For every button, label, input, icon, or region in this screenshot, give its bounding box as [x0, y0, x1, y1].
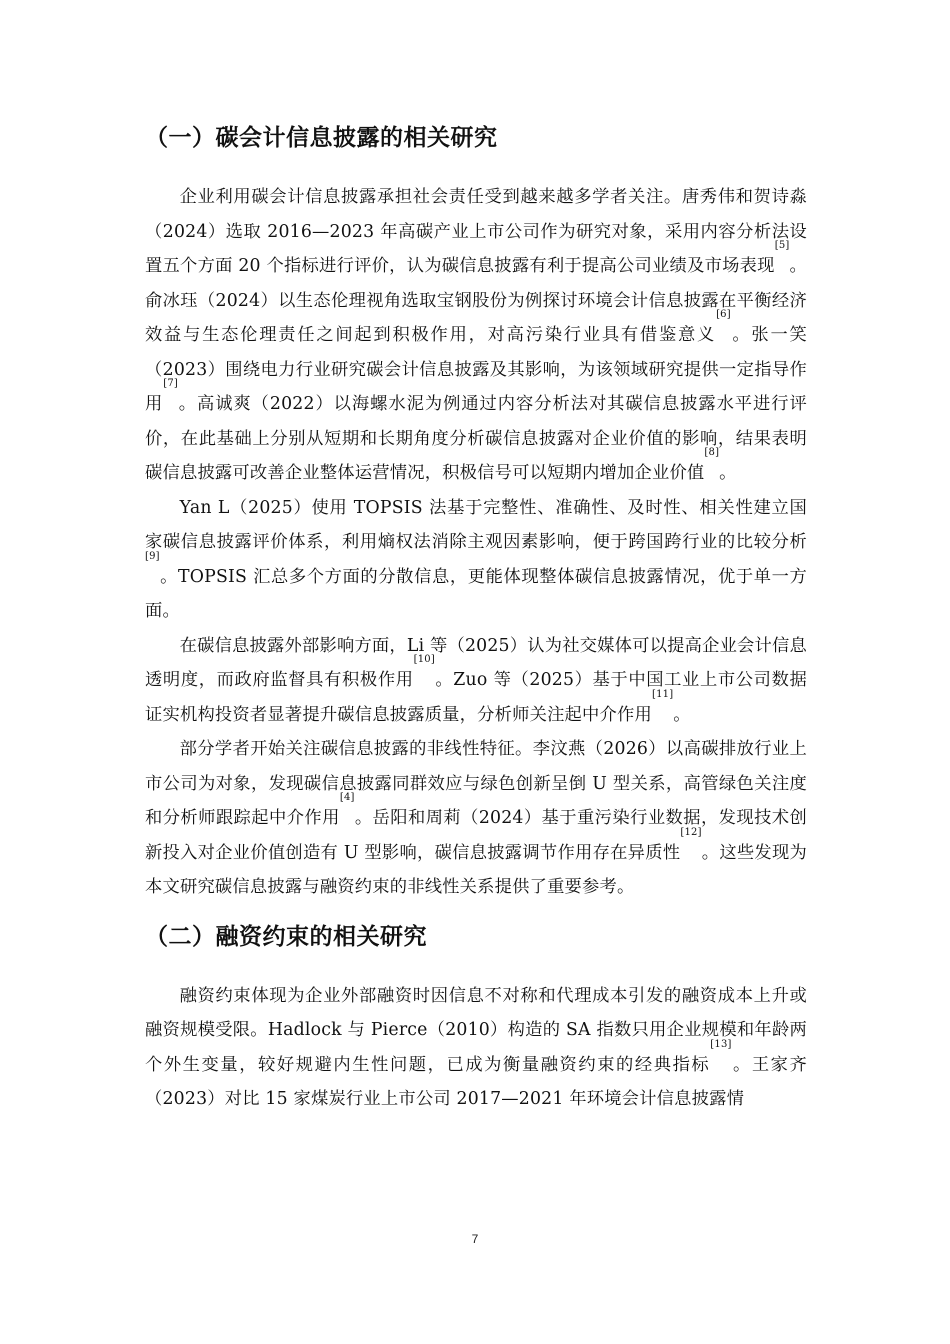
- section-carbon-accounting-disclosure: [145, 118, 807, 905]
- paragraph-text: 在碳信息披露外部影响方面，Li 等（2025）认为社交媒体可以提高企业会计信息透明度，而政府监督具有积极作用: [145, 635, 807, 690]
- paragraph-text: 。: [673, 704, 691, 725]
- paragraph-text: 。岳阳和周莉（2024）基于重污染行业数据，发现技术创新投入对企业价值创造有 U 型影响，碳信息披露调节作用存在异质性: [145, 808, 807, 863]
- paragraph-text: 融资约束体现为企业外部融资时因信息不对称和代理成本引发的融资成本上升或融资规模受限。Hadlock 与 Pierce（2010）构造的 SA 指数只用企业规模和年龄两个外生变量，较好规避内生性问题，已成为衡量融资约束的经典指标: [145, 985, 807, 1075]
- body-paragraph: [145, 732, 807, 905]
- section-heading: （二）融资约束的相关研究: [145, 923, 427, 950]
- paragraph-text: Yan L（2025）使用 TOPSIS 法基于完整性、准确性、及时性、相关性建立国家碳信息披露评价体系，利用熵权法消除主观因素影响，便于跨国跨行业的比较分析: [145, 497, 807, 552]
- paragraph-text: 部分学者开始关注碳信息披露的非线性特征。李汶燕（2026）以高碳排放行业上市公司为对象，发现碳信息披露同群效应与绿色创新呈倒 U 型关系，高管绿色关注度和分析师跟踪起中介作用: [145, 739, 807, 828]
- citation-reference: [6]: [716, 309, 731, 320]
- body-paragraph: [145, 629, 807, 733]
- body-paragraph: [145, 979, 807, 1117]
- paragraph-text: 企业利用碳会计信息披露承担社会责任受到越来越多学者关注。唐秀伟和贺诗淼（2024）选取 2016—2023 年高碳产业上市公司作为研究对象，采用内容分析法设置五个方面 20 个指标进行评价，认为碳信息披露有利于提高公司业绩及市场表现: [145, 187, 807, 276]
- paragraph-text: 。Zuo 等（2025）基于中国工业上市公司数据证实机构投资者显著提升碳信息披露质量，分析师关注起中介作用: [145, 670, 807, 725]
- paragraph-text: 。高诚爽（2022）以海螺水泥为例通过内容分析法对其碳信息披露水平进行评价，在此基础上分别从短期和长期角度分析碳信息披露对企业价值的影响，结果表明碳信息披露可改善企业整体运营情况，积极信号可以短期内增加企业价值: [145, 394, 807, 483]
- paragraph-text: 。TOPSIS 汇总多个方面的分散信息，更能体现整体碳信息披露情况，优于单一方面。: [145, 566, 807, 621]
- citation-reference: [10]: [413, 654, 435, 665]
- paragraph-text: 。: [719, 463, 737, 483]
- citation-reference: [12]: [680, 826, 702, 838]
- body-paragraph: [145, 180, 807, 491]
- citation-reference: [13]: [710, 1038, 732, 1050]
- paragraph-text: 。张一笑（2023）围绕电力行业研究碳会计信息披露及其影响，为该领域研究提供一定指导作用: [145, 325, 807, 414]
- paragraph-text: 。这些发现为本文研究碳信息披露与融资约束的非线性关系提供了重要参考。: [145, 842, 808, 897]
- citation-reference: [4]: [339, 792, 355, 803]
- body-paragraph: [145, 491, 807, 629]
- page-content: [145, 118, 807, 1117]
- citation-reference: [9]: [145, 550, 160, 562]
- page-number: 7: [471, 1232, 479, 1246]
- paragraph-text: 。王家齐（2023）对比 15 家煤炭行业上市公司 2017—2021 年环境会计信息披露情: [145, 1054, 807, 1109]
- citation-reference: [7]: [163, 378, 178, 389]
- section-financing-constraints: [145, 917, 807, 1117]
- citation-reference: [11]: [651, 688, 674, 700]
- citation-reference: [8]: [704, 447, 720, 458]
- section-heading: （一）碳会计信息披露的相关研究: [145, 125, 498, 151]
- paragraph-text: 。俞冰珏（2024）以生态伦理视角选取宝钢股份为例探讨环境会计信息披露在平衡经济效益与生态伦理责任之间起到积极作用，对高污染行业具有借鉴意义: [145, 256, 808, 345]
- citation-reference: [5]: [774, 240, 790, 251]
